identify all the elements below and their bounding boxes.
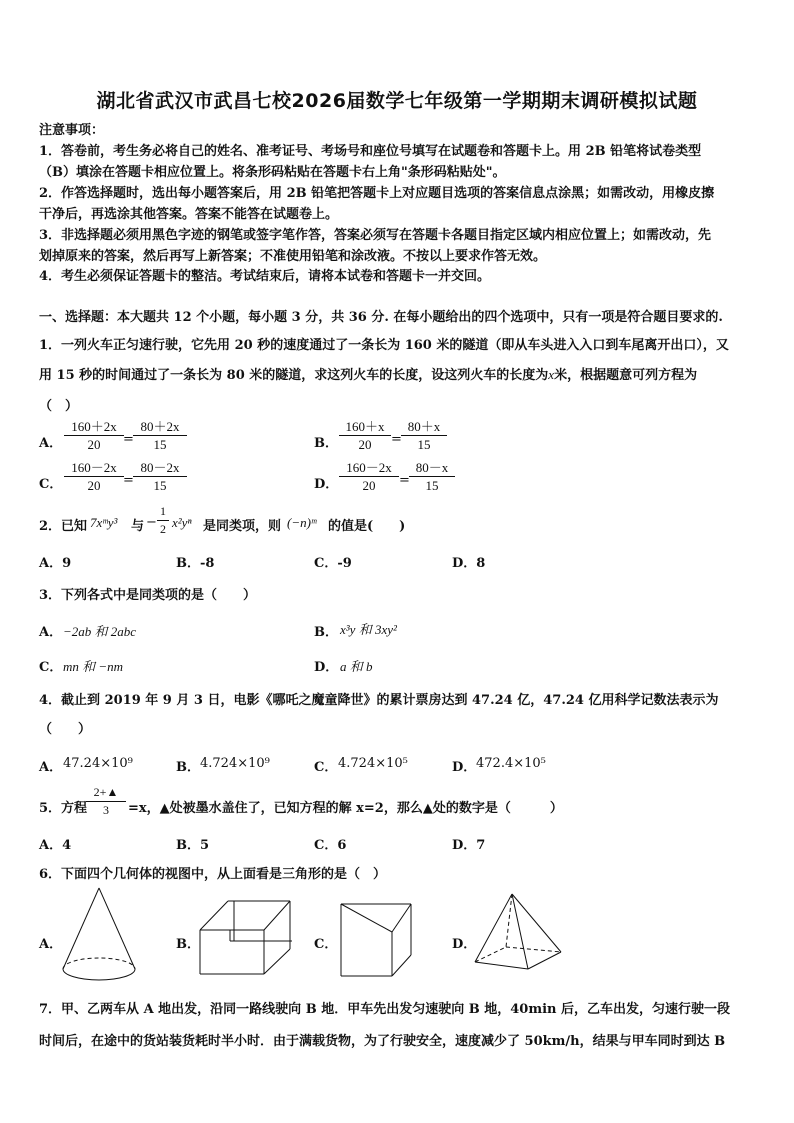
q5-option: B．5 xyxy=(176,838,210,853)
q2-expression: (−n)ᵐ xyxy=(287,515,317,530)
q3-option-b: x³y 和 3xy² xyxy=(340,622,397,637)
option-b-left-fraction: $\frac{160+x}{20}$ xyxy=(339,418,391,453)
q2-option: C．-9 xyxy=(314,556,352,571)
question-1-line xyxy=(39,364,697,383)
q3-option-c: mn 和 −nm xyxy=(63,659,124,674)
question-6-stem: 6．下面四个几何体的视图中，从上面看是三角形的是（ ） xyxy=(39,867,387,882)
notice-line: 2．作答选择题时，选出每小题答案后，用 2B 铅笔把答题卡上对应题目选项的答案信息点涂黑；如需改动，用橡皮擦 xyxy=(39,186,715,201)
q4-option-b: 4.724×10⁹ xyxy=(200,756,270,771)
option-label: A． xyxy=(39,625,63,640)
page-title: 湖北省武汉市武昌七校2026届数学七年级第一学期期末调研模拟试题 xyxy=(96,90,698,112)
q1-variable: x xyxy=(548,367,555,382)
option-label: D． xyxy=(314,477,339,492)
section-heading: 一、选择题：本大题共 12 个小题，每小题 3 分，共 36 分. 在每小题给出的四个选项中，只有一项是符合题目要求的. xyxy=(39,310,723,325)
option-c-left-fraction: $\frac{160-2x}{20}$ xyxy=(64,459,124,494)
notice-line: 3．非选择题必须用黑色字迹的钢笔或签字笔作答，答案必须写在答题卡各题目指定区域内相应位置上；如需改动，先 xyxy=(39,228,712,243)
option-label: D． xyxy=(314,660,339,675)
q5-option: C．6 xyxy=(314,838,347,853)
notice-line: 干净后，再选涂其他答案。答案不能答在试题卷上。 xyxy=(39,207,339,222)
question-1-paren: （ ） xyxy=(39,399,79,414)
triangular-prism-figure xyxy=(338,900,418,980)
option-label: A． xyxy=(39,436,63,451)
notice-line: 划掉原来的答案，然后再写上新答案；不准使用铅笔和涂改液。不按以上要求作答无效。 xyxy=(39,249,547,264)
q1-text: 米，根据题意可列方程为 xyxy=(554,368,698,383)
equals-sign: = xyxy=(123,473,134,488)
option-d-left-fraction: $\frac{160-2x}{20}$ xyxy=(339,459,399,494)
option-label: B． xyxy=(176,937,200,952)
q5-text: =x，▲处被墨水盖住了，已知方程的解 x=2，那么▲处的数字是（ ） xyxy=(128,801,563,816)
q5-option: A．4 xyxy=(39,838,72,853)
q2-option: A．9 xyxy=(39,556,72,571)
question-2-prefix: 2．已知 xyxy=(39,519,88,534)
q2-term1: 7xᵐy³ xyxy=(90,515,118,530)
q2-option: B．-8 xyxy=(176,556,215,571)
q4-option-c: 4.724×10⁵ xyxy=(338,756,408,771)
q3-option-a: −2ab 和 2abc xyxy=(63,624,137,639)
q2-text: 的值是( ) xyxy=(328,519,406,534)
q2-text: 是同类项，则 xyxy=(203,519,282,534)
option-label: D． xyxy=(452,937,477,952)
q5-fraction: $\frac{2+▲}{3}$ xyxy=(86,784,126,819)
option-label: D． xyxy=(452,760,477,775)
option-label: A． xyxy=(39,937,63,952)
q4-option-a: 47.24×10⁹ xyxy=(63,756,133,771)
question-7-line: 7．甲、乙两车从 A 地出发，沿同一路线驶向 B 地．甲车先出发匀速驶向 B 地，40min 后，乙车出发，匀速行驶一段 xyxy=(39,1002,731,1017)
q4-option-d: 472.4×10⁵ xyxy=(476,756,546,771)
pyramid-figure xyxy=(470,890,566,974)
q2-minus: − xyxy=(146,515,157,530)
option-label: C． xyxy=(314,937,338,952)
option-label: B． xyxy=(176,760,200,775)
option-label: C． xyxy=(314,760,338,775)
q2-text: 与 xyxy=(131,519,145,534)
notice-line: 1．答卷前，考生务必将自己的姓名、准考证号、考场号和座位号填写在试题卷和答题卡上。用 2B 铅笔将试卷类型 xyxy=(39,144,702,159)
q2-term2: x²yⁿ xyxy=(172,515,192,530)
option-label: C． xyxy=(39,660,63,675)
q3-option-d: a 和 b xyxy=(340,659,373,674)
option-label: A． xyxy=(39,760,63,775)
option-a-right-fraction: $\frac{80+2x}{15}$ xyxy=(133,418,187,453)
option-d-right-fraction: $\frac{80-x}{15}$ xyxy=(409,459,455,494)
question-4-line: 4．截止到 2019 年 9 月 3 日，电影《哪吒之魔童降世》的累计票房达到 47.24 亿，47.24 亿用科学记数法表示为 xyxy=(39,693,719,708)
question-7-line: 时间后，在途中的货站装货耗时半小时．由于满载货物，为了行驶安全，速度减少了 50km/h，结果与甲车同时到达 B xyxy=(39,1034,726,1049)
equals-sign: = xyxy=(399,473,410,488)
option-a-left-fraction: $\frac{160+2x}{20}$ xyxy=(64,418,124,453)
option-b-right-fraction: $\frac{80+x}{15}$ xyxy=(401,418,447,453)
option-label: B． xyxy=(314,436,338,451)
box-figure xyxy=(196,897,294,979)
option-label: C． xyxy=(39,477,63,492)
option-label: B． xyxy=(314,625,338,640)
question-1-line: 1．一列火车正匀速行驶，它先用 20 秒的速度通过了一条长为 160 米的隧道（即从车头进入入口到车尾离开出口），又 xyxy=(39,338,729,353)
question-4-paren: （ ） xyxy=(39,722,92,737)
q1-text: 用 15 秒的时间通过了一条长为 80 米的隧道，求这列火车的长度，设这列火车的长度为 xyxy=(39,368,549,383)
option-c-right-fraction: $\frac{80-2x}{15}$ xyxy=(133,459,187,494)
notice-heading: 注意事项： xyxy=(39,123,105,138)
notice-line: （B）填涂在答题卡相应位置上。将条形码粘贴在答题卡右上角"条形码粘贴处"。 xyxy=(39,165,506,180)
cone-figure xyxy=(58,885,140,991)
question-3-stem: 3．下列各式中是同类项的是（ ） xyxy=(39,588,257,603)
equals-sign: = xyxy=(123,432,134,447)
notice-line: 4．考生必须保证答题卡的整洁。考试结束后，请将本试卷和答题卡一并交回。 xyxy=(39,269,491,284)
equals-sign: = xyxy=(391,432,402,447)
q2-option: D．8 xyxy=(452,556,486,571)
q5-option: D．7 xyxy=(452,838,486,853)
question-5-prefix: 5．方程 xyxy=(39,801,88,816)
q2-fraction: $\frac{1}{2}$ xyxy=(157,503,169,538)
